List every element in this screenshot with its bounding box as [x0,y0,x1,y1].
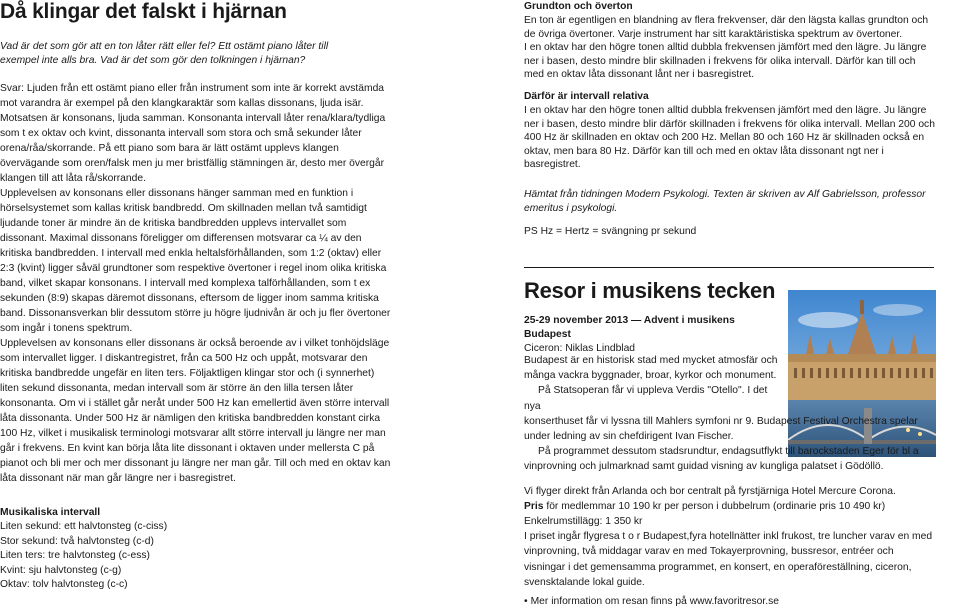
tour-program: På programmet dessutom stadsrundtur, endagsutflykt till barockstaden Eger för bl a vinprovning och julmarknad samt guidad visning av kungliga palatset i Gödöllö. [524,446,919,473]
tour-body [524,353,936,590]
intervals-heading: Musikaliska intervall [0,507,101,518]
tour-opera: På Statsoperan får vi uppleva Verdis "Otello". I det nya [524,385,768,412]
ps-note: PS Hz = Hertz = svängning pr sekund [524,226,697,238]
bullet-icon: • [524,596,528,607]
intro-line-2: exempel inte alls bra. Vad är det som gör den tolkningen i hjärnan? [0,54,306,66]
tour-date: 25-29 november 2013 — Advent i musikens Budapest [524,315,735,340]
article-column [0,0,392,593]
price-label: Pris [524,500,544,512]
source-credit: Hämtat från tidningen Modern Psykologi. Texten är skriven av Alf Gabrielsson, professor emeritus i psykologi. [524,188,926,214]
relative-text: I en oktav har den högre tonen alltid dubbla frekvensen jämfört med den lägre. Ju längre ner i basen, desto mindre blir därför skillnaden i frekvens för olika intervall. Mellan 200 och 400 Hz är skillnaden en oktav och 200 Hz. Mellan 80 och 160 Hz är skillnaden också en oktav, men bara 80 Hz. Därför kan till och med en oktav låta dissonant ngt ner i basregistret. [524,104,935,171]
tour-section-title: Resor i musikens tecken [524,278,776,303]
list-item: Stor sekund: två halvtonsteg (c-d) [0,535,154,547]
tour-single-supplement: Enkelrumstillägg: 1 350 kr [524,516,643,528]
sidebar-column [524,0,936,239]
tour-price [524,499,936,514]
article-paragraph-2: Upplevelsen av konsonans eller dissonans hänger samman med en funktion i hörselsystemet som kallas kritisk bandbredd. Om skillnaden mellan två samtidigt ljudande toner är mindre än de kritiska bandbredden upplevs intervallet som dissonant. Maximal dissonans föreligger om differensen motsvarar ca ¼ av den kritiska bandbredden. I intervall med enkla heltalsförhållanden, som 1:2 (oktav) eller 2:3 (kvint) ligger såväl grundtoner som respektive övertoner i regel inom olika kritiska band, vilket skapar konsonans. I intervall med komplexa talförhållanden, som t ex sekunden (8:9) skapas däremot dissonans, eftersom de ligger inom samma kritiska band. Dissonansverkan blir dessutom större ju högre ljudnivån är och ju fler övertoner som ingår i tonens spektrum. [0,188,391,334]
more-info-text[interactable]: Mer information om resan finns på www.favoritresor.se [530,596,779,607]
article-intro [0,40,392,67]
list-item: Kvint: sju halvtonsteg (c-g) [0,564,122,576]
article-paragraph-1: Svar: Ljuden från ett ostämt piano eller från instrument som inte är korrekt avstämda mot varandra är exempel på den klangkaraktär som kallas dissonans, ljuda isär. Motsatsen är konsonans, ljuda samman. Konsonanta intervall låter rena/klara/tydliga som t ex oktav och kvint, dissonanta intervall som stora och små sekunder låter orena/råa/skorrande. På ett piano som bara är lätt ostämt upplevs klangen övervägande som oren/falsk men ju mer bristfällig stämningen är, desto mer övergår klangen till att låta rå/skorrande. [0,83,386,184]
list-item: Oktav: tolv halvtonsteg (c-c) [0,579,128,591]
list-item: Liten sekund: ett halvtonsteg (c-ciss) [0,521,168,532]
fundamental-text: En ton är egentligen en blandning av flera frekvenser, där den lägsta kallas grundton och de övriga övertoner. Varje instrument har sitt karaktäristiska spektrum av övertoner. [524,15,929,40]
tour-intro: Budapest är en historisk stad med mycket atmosfär och många vackra byggnader, broar, kyrkor och monument. [524,355,778,382]
fundamental-text-2: I en oktav har den högre tonen alltid dubbla frekvensen jämfört med den lägre. Ju längre ner i basen, desto mindre blir skillnaden i frekvens för olika intervall. Därför kan till och med en oktav låta dissonant lånt ner i basregistret. [524,42,927,81]
fundamental-heading: Grundton och överton [524,1,633,12]
tour-concert: konserthuset får vi lyssna till Mahlers symfoni nr 9. Budapest Festival Orchestra spelar under ledning av sin chefdirigent Ivan Fischer. [524,415,918,443]
intervals-list [0,520,392,593]
price-text: för medlemmar 10 190 kr per person i dubbelrum (ordinarie pris 10 490 kr) [543,500,886,512]
relative-heading: Därför är intervall relativa [524,90,649,102]
tour-includes: I priset ingår flygresa t o r Budapest,fyra hotellnätter inkl frukost, tre luncher varav en med vinprovning, två middagar varav en med Tokayerprovning, bussresor, entréer och visningar i det gemensamma programmet, en konsert, en operaföreställning, ciceron, svensktalande lokal guide. [524,531,933,588]
tour-header [524,314,784,356]
intro-line-1: Vad är det som gör att en ton låter rätt eller fel? Ett ostämt piano låter till [0,41,329,52]
more-info-line [524,595,779,609]
tour-guide: Ciceron: Niklas Lindblad [524,343,636,354]
article-title: Då klingar det falskt i hjärnan [0,0,287,23]
section-divider [524,267,934,268]
list-item: Liten ters: tre halvtonsteg (c-ess) [0,550,150,562]
article-paragraph-3: Upplevelsen av konsonans eller dissonans är också beroende av i vilket tonhöjdsläge som intervallet ligger. I diskantregistret, från ca 500 Hz och uppåt, motsvarar den kritiska bandbredde ungefär en liten ters. Följaktligen klingar stor och (i synnerhet) liten sekund dissonanta, medan intervall som är större än den lilla tersen låter konsonanta. Om vi i stället går neråt under 500 Hz kan emellertid även större intervall låta dissonanta. Under 500 Hz är nämligen den kritiska bandbredden konstant cirka 100 Hz, vilket i musikalisk terminologi motsvarar allt större intervall ju längre ner man går i frekvens. En kvint kan börja låta lite dissonant i oktaven under mellersta C på pianot och bli mer och mer dissonant ju längre ner man går. Till och med en oktav kan låta dissonant när man går längre ner i basregistret. [0,338,391,484]
tour-flight: Vi flyger direkt från Arlanda och bor centralt på fyrstjärniga Hotel Mercure Corona. [524,485,896,497]
